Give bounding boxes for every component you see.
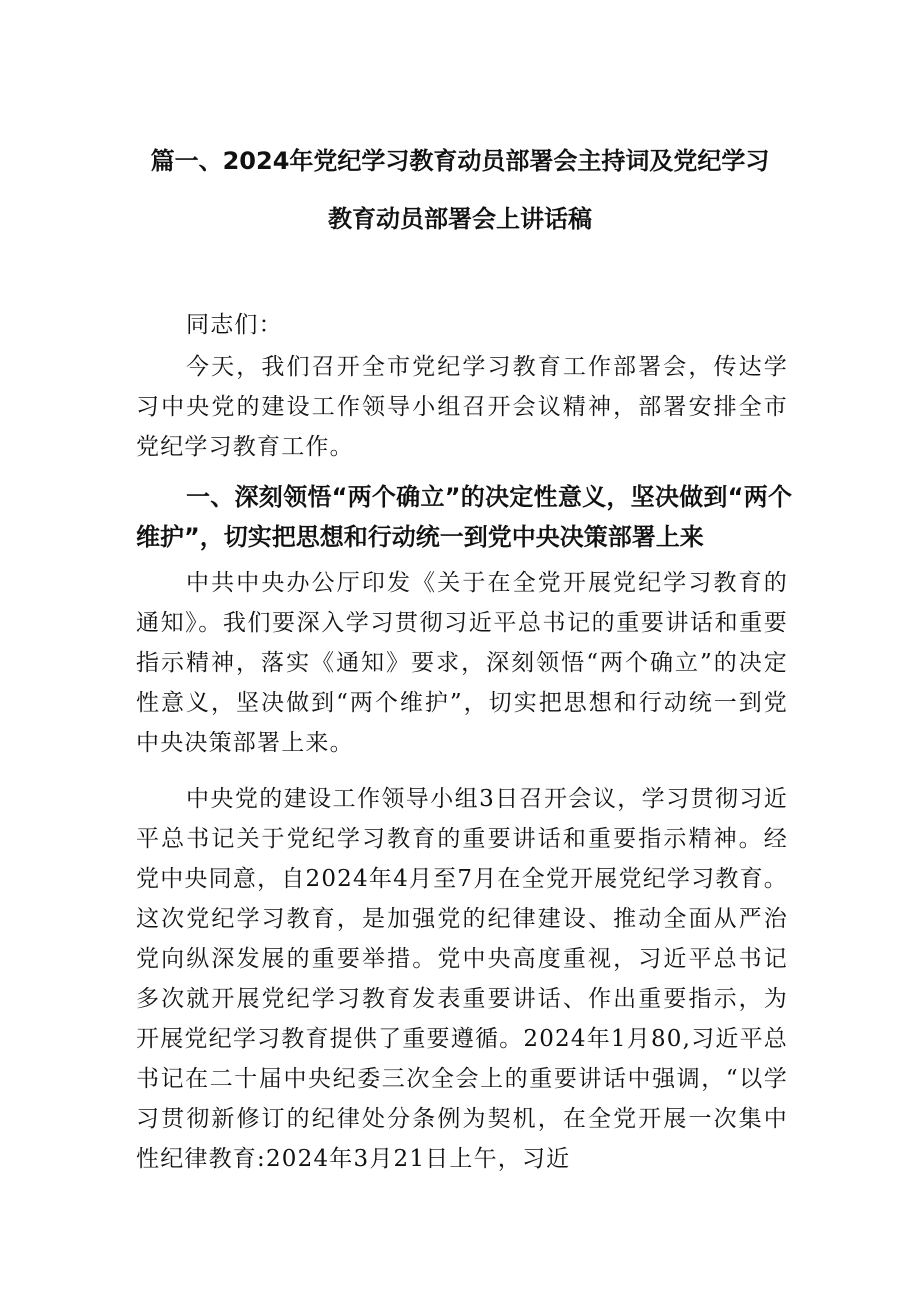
section-heading-1: 一、深刻领悟“两个确立”的决定性意义，坚决做到“两个维护”，切实把思想和行动统一到党中央决策部署上来 (136, 483, 792, 551)
body-paragraph-2: 中央党的建设工作领导小组3日召开会议，学习贯彻习近平总书记关于党纪学习教育的重要讲话和重要指示精神。经党中央同意，自2024年4月至7月在全党开展党纪学习教育。这次党纪学习教育，是加强党的纪律建设、推动全面从严治党向纵深发展的重要举措。党中央高度重视，习近平总书记多次就开展党纪学习教育发表重要讲话、作出重要指示，为开展党纪学习教育提供了重要遵循。2024年1月80,习近平总书记在二十届中央纪委三次全会上的重要讲话中强调，“以学习贯彻新修订的纪律处分条例为契机，在全党开展一次集中性纪律教育:2024年3月21日上午，习近 (136, 786, 788, 1172)
intro-paragraph: 今天，我们召开全市党纪学习教育工作部署会，传达学习中央党的建设工作领导小组召开会议精神，部署安排全市党纪学习教育工作。 (136, 354, 788, 460)
body-paragraph-1: 中共中央办公厅印发《关于在全党开展党纪学习教育的通知》。我们要深入学习贯彻习近平总书记的重要讲话和重要指示精神，落实《通知》要求，深刻领悟“两个确立”的决定性意义，坚决做到“两个维护”，切实把思想和行动统一到党中央决策部署上来。 (136, 570, 788, 756)
salutation: 同志们： (186, 312, 283, 338)
document-title-line-1: 篇一、2024年党纪学习教育动员部署会主持词及党纪学习 (150, 147, 770, 175)
document-title-line-2: 教育动员部署会上讲话稿 (328, 205, 592, 233)
